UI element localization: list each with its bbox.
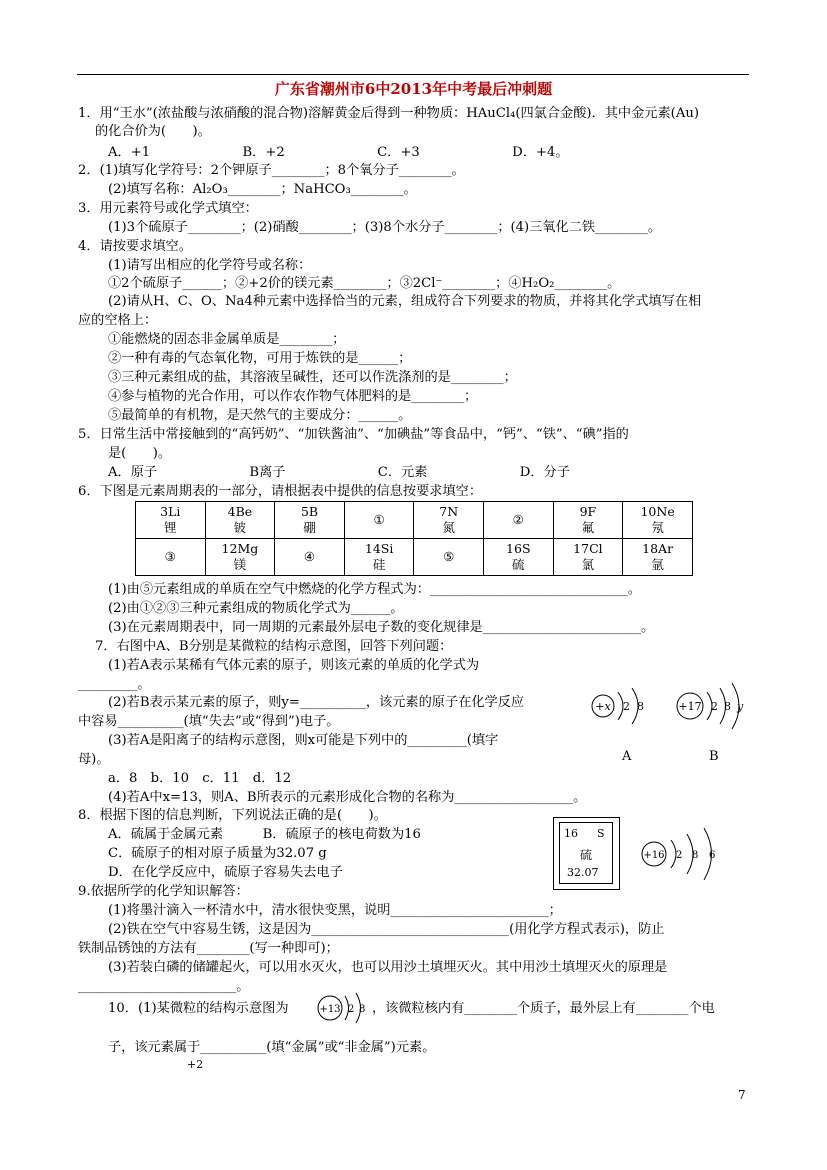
q6-stem: 6．下图是元素周期表的一部分，请根据表中提供的信息按要求填空： — [78, 484, 483, 499]
q7-part3-line2: 母)。 — [78, 752, 110, 767]
q7-part2-line1: (2)若B表示某元素的原子，则y=__________，该元素的原子在化学反应 — [108, 695, 525, 710]
cell-cl: 17Cl 氯 — [553, 539, 623, 576]
sulfur-atom-charge: +16 — [643, 850, 665, 861]
q4-stem: 4．请按要求填空。 — [78, 239, 192, 254]
sulfur-element-tile — [553, 817, 620, 890]
q9-part2-line1: (2)铁在空气中容易生锈，这是因为______________________________(用化学方程式表示)，防止 — [108, 922, 665, 937]
q4-item3: ③三种元素组成的盐，其溶液呈碱性，还可以作洗涤剂的是________； — [108, 370, 517, 385]
q10-atom-charge: +13 — [319, 1004, 341, 1015]
q7-options: a．8 b．10 c．11 d．12 — [108, 771, 292, 786]
stray-charge-label: +2 — [187, 1058, 204, 1071]
q9-part3-line2: ________________________。 — [78, 979, 250, 994]
sulfur-number: 16 — [564, 827, 578, 840]
q10-line2: 子，该元素属于__________(填“金属”或“非金属”)元素。 — [108, 1040, 436, 1055]
page-title: 广东省潮州市6中2013年中考最后冲刺题 — [274, 80, 553, 98]
q5-line2: 是( )。 — [108, 446, 172, 461]
cell-ar: 18Ar 氩 — [623, 539, 693, 576]
periodic-table-fragment — [135, 501, 693, 576]
sulfur-mass: 32.07 — [567, 866, 599, 879]
q9-part2-line2: 铁制品锈蚀的方法有________(写一种即可)； — [78, 941, 339, 956]
q4-item5: ⑤最简单的有机物，是天然气的主要成分：______。 — [108, 408, 412, 423]
atom-a-shell1-count: 2 — [623, 700, 630, 713]
sulfur-shell2-count: 8 — [692, 850, 699, 861]
q6-part3: (3)在元素周期表中，同一周期的元素最外层电子数的变化规律是________________________。 — [108, 620, 655, 635]
cell-1: ① — [344, 502, 414, 539]
cell-4: ④ — [275, 539, 345, 576]
q1-options: A．+1 B．+2 C．+3 D．+4。 — [108, 145, 569, 160]
q1-line2: 的化合价为( )。 — [95, 124, 211, 139]
atom-b-charge: +17 — [678, 700, 702, 713]
q1-line1: 1．用“王水”(浓盐酸与浓硝酸的混合物)溶解黄金后得到一种物质：HAuCl₄(四氯合金酸)．其中金元素(Au) — [78, 106, 699, 121]
q4-part1: (1)请写出相应的化学符号或名称： — [108, 258, 312, 273]
q7-stem: 7．右图中A、B分别是某微粒的结构示意图，回答下列问题： — [95, 639, 453, 654]
cell-mg: 12Mg 镁 — [205, 539, 275, 576]
q3-stem: 3．用元素符号或化学式填空： — [78, 201, 258, 216]
q4-item2: ②一种有毒的气态氧化物，可用于炼铁的是______； — [108, 351, 412, 366]
q10-line1-end: ，该微粒核内有________个质子，最外层上有________个电 — [372, 1001, 715, 1016]
q7-part2-line2: 中容易__________(填“失去”或“得到”)电子。 — [78, 714, 340, 729]
atom-a-charge: +x — [595, 700, 611, 713]
cell-3: ③ — [136, 539, 206, 576]
cell-li: 3Li 锂 — [136, 502, 206, 539]
q2-line2: (2)填写名称：Al₂O₃________；NaHCO₃________。 — [108, 182, 417, 197]
q9-stem: 9.依据所学的化学知识解答： — [78, 884, 249, 899]
q8-option-c: C．硫原子的相对原子质量为32.07 g — [108, 846, 327, 861]
q8-option-d: D．在化学反应中，硫原子容易失去电子 — [108, 865, 343, 880]
page-number: 7 — [738, 1088, 746, 1102]
q7-part1-blank: _________。 — [78, 677, 151, 692]
cell-b: 5B 硼 — [275, 502, 345, 539]
cell-5: ⑤ — [414, 539, 484, 576]
sulfur-name: 硫 — [580, 848, 593, 862]
q5-options: A．原子 B离子 C．元素 D．分子 — [108, 465, 570, 480]
atom-a-diagram — [588, 684, 660, 732]
cell-n: 7N 氮 — [414, 502, 484, 539]
q4-item1: ①能燃烧的固态非金属单质是________； — [108, 332, 346, 347]
sulfur-symbol: S — [597, 827, 605, 840]
q4-part2-line2: 应的空格上： — [78, 313, 158, 328]
atom-b-shell2-count: 8 — [724, 700, 731, 713]
q9-part1: (1)将墨汁滴入一杯清水中，清水很快变黑，说明________________________； — [108, 903, 562, 918]
q8-stem: 8．根据下图的信息判断，下列说法正确的是( )。 — [78, 808, 387, 823]
q4-part1-items: ①2个硫原子______；②+2价的镁元素________；③2Cl⁻________；④H₂O₂________。 — [108, 276, 621, 291]
q6-part2: (2)由①②③三种元素组成的物质化学式为______。 — [108, 601, 404, 616]
atom-b-shell1-count: 2 — [711, 700, 718, 713]
cell-be: 4Be 铍 — [205, 502, 275, 539]
q10-shell1-count: 2 — [348, 1004, 355, 1015]
cell-ne: 10Ne 氖 — [623, 502, 693, 539]
q6-part1: (1)由⑤元素组成的单质在空气中燃烧的化学方程式为：______________________________。 — [108, 582, 641, 597]
atom-a-shell2-count: 8 — [637, 700, 644, 713]
cell-si: 14Si 硅 — [344, 539, 414, 576]
q7-part1: (1)若A表示某稀有气体元素的原子，则该元素的单质的化学式为 — [108, 658, 480, 673]
q2-line1: 2．(1)填写化学符号：2个钾原子________；8个氧分子________。 — [78, 163, 465, 178]
sulfur-atom-diagram — [638, 826, 724, 882]
header-rule — [77, 74, 749, 75]
q7-part3-line1: (3)若A是阳离子的结构示意图，则x可能是下列中的_________(填字 — [108, 733, 499, 748]
atom-b-shell3-count: y — [737, 700, 744, 713]
q3-line: (1)3个硫原子________；(2)硝酸________；(3)8个水分子________；(4)三氧化二铁________。 — [108, 220, 662, 235]
cell-2: ② — [483, 502, 553, 539]
q10-shell2-count: 8 — [359, 1004, 366, 1015]
atom-b-diagram — [674, 680, 754, 732]
q10-line1-start: 10．(1)某微粒的结构示意图为 — [108, 1001, 289, 1016]
cell-f: 9F 氟 — [553, 502, 623, 539]
sulfur-shell1-count: 2 — [676, 850, 683, 861]
sulfur-tile-inner — [559, 822, 613, 884]
cell-s: 16S 硫 — [483, 539, 553, 576]
q7-part4: (4)若A中x=13，则A、B所表示的元素形成化合物的名称为__________________。 — [108, 790, 587, 805]
q4-item4: ④参与植物的光合作用，可以作农作物气体肥料的是________； — [108, 389, 478, 404]
sulfur-shell3-count: 6 — [709, 850, 716, 861]
q9-part3-line1: (3)若装白磷的储罐起火，可以用水灭火，也可以用沙土填埋灭火。其中用沙土填埋灭火的原理是 — [108, 960, 668, 975]
q8-options-ab: A．硫属于金属元素 B．硫原子的核电荷数为16 — [108, 827, 421, 842]
q4-part2-line1: (2)请从H、C、O、Na4种元素中选择恰当的元素，组成符合下列要求的物质，并将其化学式填写在相 — [108, 294, 702, 309]
atom-b-label: B — [709, 749, 719, 764]
q5-line1: 5．日常生活中常接触到的“高钙奶”、“加铁酱油”、“加碘盐”等食品中，“钙”、“铁”、“碘”指的 — [78, 427, 629, 442]
q10-atom-diagram — [312, 990, 372, 1026]
atom-a-label: A — [622, 749, 632, 764]
